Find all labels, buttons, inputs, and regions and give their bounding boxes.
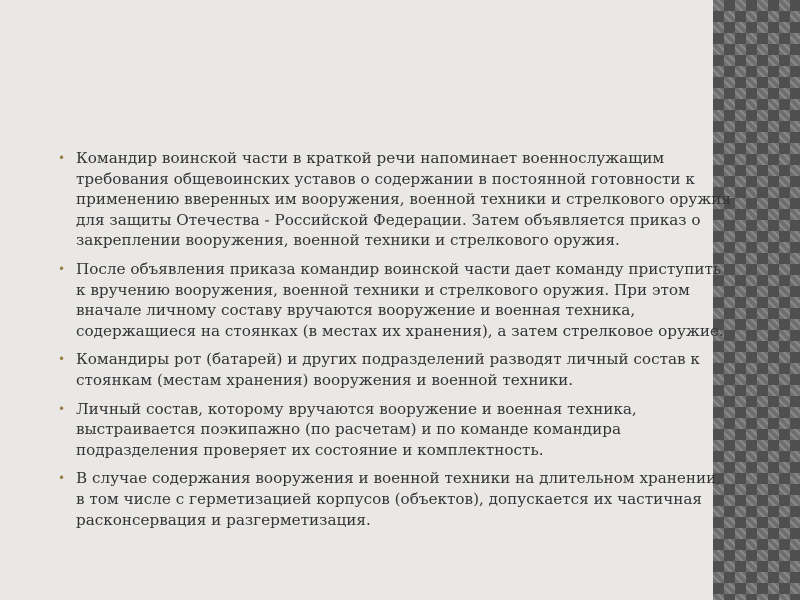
- list-item: [54, 148, 734, 251]
- bullet-text: После объявления приказа командир воинской части дает команду приступить к вручению вооружения, военной техники и стрелкового оружия. При этом вначале личному составу вручаются вооружение и военная техника, содержащиеся на стоянках (в местах их хранения), а затем стрелковое оружие.: [76, 259, 724, 340]
- bullet-text: Личный состав, которому вручаются вооружение и военная техника, выстраивается поэкипажно (по расчетам) и по команде командира подразделения проверяет их состояние и комплектность.: [76, 399, 637, 459]
- list-item: [54, 259, 734, 341]
- list-item: [54, 349, 734, 390]
- bullet-text: Командир воинской части в краткой речи напоминает военнослужащим требования общевоинских уставов о содержании в постоянной готовности к применению вверенных им вооружения, военной техники и стрелкового оружия для защиты Отечества - Российской Федерации. Затем объявляется приказ о закреплении вооружения, военной техники и стрелкового оружия.: [76, 149, 732, 250]
- bullet-icon: •: [58, 261, 66, 276]
- list-item: [54, 468, 734, 530]
- bullet-text: Командиры рот (батарей) и других подразделений разводят личный состав к стоянкам (местам хранения) вооружения и военной техники.: [76, 350, 700, 389]
- bullet-icon: •: [58, 471, 66, 486]
- bullet-icon: •: [58, 151, 66, 165]
- bullet-list: [54, 148, 734, 530]
- slide-content: [54, 148, 734, 538]
- bullet-icon: •: [58, 401, 66, 416]
- list-item: [54, 399, 734, 461]
- bullet-icon: •: [58, 352, 66, 367]
- bullet-text: В случае содержания вооружения и военной техники на длительном хранении, в том числе с герметизацией корпусов (объектов), допускается их частичная расконсервация и разгерметизация.: [76, 469, 722, 529]
